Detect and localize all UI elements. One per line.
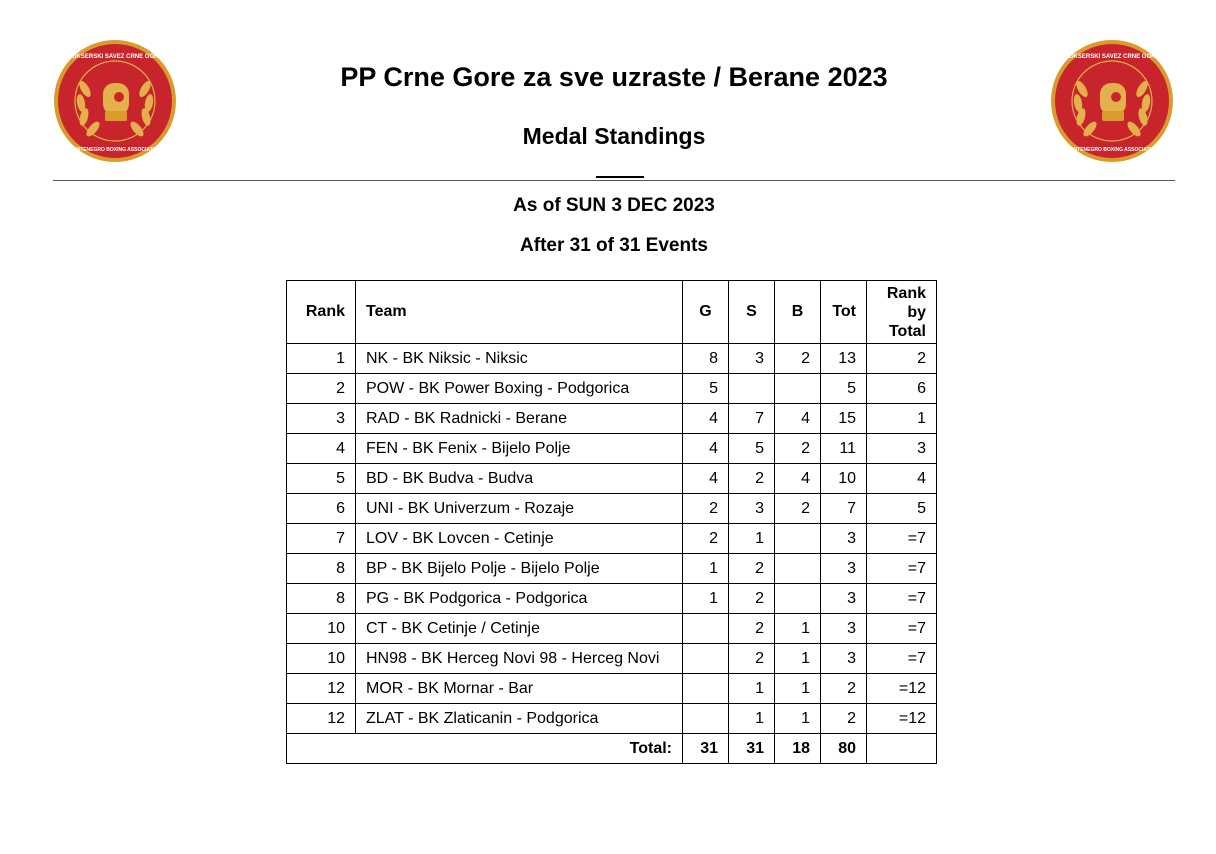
cell-silver: 7	[729, 404, 775, 434]
cell-gold	[683, 614, 729, 644]
cell-rank: 2	[287, 374, 356, 404]
header-rank-by-total	[867, 281, 937, 344]
cell-team: BP - BK Bijelo Polje - Bijelo Polje	[356, 554, 683, 584]
cell-rank-by-total: 6	[867, 374, 937, 404]
header-divider	[53, 180, 1175, 181]
cell-rank: 12	[287, 674, 356, 704]
cell-rank: 7	[287, 524, 356, 554]
table-header-row	[287, 281, 937, 344]
cell-silver: 2	[729, 644, 775, 674]
cell-gold: 8	[683, 344, 729, 374]
cell-gold: 4	[683, 434, 729, 464]
cell-team: MOR - BK Mornar - Bar	[356, 674, 683, 704]
cell-gold: 2	[683, 524, 729, 554]
table-row	[287, 584, 937, 614]
page-title: PP Crne Gore za sve uzraste / Berane 2023	[340, 62, 888, 92]
table-row	[287, 524, 937, 554]
cell-total: 3	[821, 524, 867, 554]
cell-silver: 3	[729, 494, 775, 524]
cell-bronze	[775, 584, 821, 614]
table-row	[287, 494, 937, 524]
table-row	[287, 554, 937, 584]
cell-team: LOV - BK Lovcen - Cetinje	[356, 524, 683, 554]
cell-silver: 2	[729, 614, 775, 644]
cell-bronze	[775, 554, 821, 584]
cell-team: RAD - BK Radnicki - Berane	[356, 404, 683, 434]
header-rbt-line-1: Rank	[886, 284, 926, 302]
cell-silver	[729, 374, 775, 404]
totals-gold: 31	[683, 734, 729, 764]
cell-rank: 1	[287, 344, 356, 374]
cell-bronze: 1	[775, 644, 821, 674]
cell-team: POW - BK Power Boxing - Podgorica	[356, 374, 683, 404]
cell-bronze: 2	[775, 344, 821, 374]
cell-rank: 8	[287, 554, 356, 584]
cell-rank-by-total: =7	[867, 524, 937, 554]
cell-total: 5	[821, 374, 867, 404]
table-row	[287, 434, 937, 464]
cell-silver: 3	[729, 344, 775, 374]
cell-team: BD - BK Budva - Budva	[356, 464, 683, 494]
header-rbt-line-2: by	[907, 303, 926, 321]
page-subtitle: Medal Standings	[522, 123, 706, 149]
cell-rank-by-total: 1	[867, 404, 937, 434]
cell-bronze: 2	[775, 494, 821, 524]
header-bronze: B	[775, 281, 821, 344]
totals-silver: 31	[729, 734, 775, 764]
cell-bronze: 1	[775, 704, 821, 734]
cell-rank-by-total: =12	[867, 674, 937, 704]
logo-bottom-text: MONTENEGRO BOXING ASSOCIATION	[68, 147, 162, 153]
cell-rank-by-total: 5	[867, 494, 937, 524]
cell-gold	[683, 644, 729, 674]
header-total: Tot	[821, 281, 867, 344]
totals-total: 80	[821, 734, 867, 764]
header-silver: S	[729, 281, 775, 344]
cell-bronze: 1	[775, 674, 821, 704]
totals-rank-by-total	[867, 734, 937, 764]
cell-gold: 4	[683, 464, 729, 494]
cell-rank-by-total: =12	[867, 704, 937, 734]
cell-team: ZLAT - BK Zlaticanin - Podgorica	[356, 704, 683, 734]
table-row	[287, 704, 937, 734]
totals-row	[287, 734, 937, 764]
cell-gold	[683, 674, 729, 704]
cell-rank-by-total: =7	[867, 584, 937, 614]
cell-bronze	[775, 374, 821, 404]
header-rank: Rank	[287, 281, 356, 344]
cell-rank-by-total: 4	[867, 464, 937, 494]
totals-label: Total:	[287, 734, 683, 764]
medal-standings-table	[286, 280, 937, 764]
table-row	[287, 374, 937, 404]
logo-bottom-text: MONTENEGRO BOXING ASSOCIATION	[1065, 147, 1159, 153]
cell-gold: 5	[683, 374, 729, 404]
logo-top-text: BOKSERSKI SAVEZ CRNE GORE	[1064, 54, 1160, 60]
cell-gold: 2	[683, 494, 729, 524]
cell-team: HN98 - BK Herceg Novi 98 - Herceg Novi	[356, 644, 683, 674]
cell-bronze: 4	[775, 404, 821, 434]
cell-total: 10	[821, 464, 867, 494]
table-row	[287, 644, 937, 674]
table-row	[287, 344, 937, 374]
cell-silver: 1	[729, 524, 775, 554]
cell-bronze: 1	[775, 614, 821, 644]
cell-rank-by-total: 2	[867, 344, 937, 374]
cell-gold: 1	[683, 554, 729, 584]
cell-rank: 6	[287, 494, 356, 524]
cell-rank: 8	[287, 584, 356, 614]
cell-bronze	[775, 524, 821, 554]
cell-gold	[683, 704, 729, 734]
cell-rank: 12	[287, 704, 356, 734]
cell-bronze: 2	[775, 434, 821, 464]
header-team: Team	[356, 281, 683, 344]
cell-bronze: 4	[775, 464, 821, 494]
cell-silver: 1	[729, 674, 775, 704]
cell-rank-by-total: =7	[867, 644, 937, 674]
cell-rank: 3	[287, 404, 356, 434]
cell-team: CT - BK Cetinje / Cetinje	[356, 614, 683, 644]
events-progress: After 31 of 31 Events	[520, 235, 708, 256]
cell-silver: 2	[729, 464, 775, 494]
cell-rank: 4	[287, 434, 356, 464]
cell-rank: 5	[287, 464, 356, 494]
header-rbt-line-3: Total	[888, 322, 926, 340]
cell-total: 7	[821, 494, 867, 524]
cell-rank-by-total: =7	[867, 554, 937, 584]
cell-rank-by-total: 3	[867, 434, 937, 464]
cell-team: FEN - BK Fenix - Bijelo Polje	[356, 434, 683, 464]
cell-total: 2	[821, 704, 867, 734]
logo-top-text: BOKSERSKI SAVEZ CRNE GORE	[67, 54, 163, 60]
cell-total: 15	[821, 404, 867, 434]
cell-team: UNI - BK Univerzum - Rozaje	[356, 494, 683, 524]
cell-rank: 10	[287, 614, 356, 644]
table-row	[287, 614, 937, 644]
cell-silver: 2	[729, 584, 775, 614]
cell-silver: 2	[729, 554, 775, 584]
table-row	[287, 404, 937, 434]
cell-team: PG - BK Podgorica - Podgorica	[356, 584, 683, 614]
table-row	[287, 464, 937, 494]
cell-total: 13	[821, 344, 867, 374]
cell-silver: 5	[729, 434, 775, 464]
cell-gold: 4	[683, 404, 729, 434]
cell-total: 3	[821, 644, 867, 674]
cell-team: NK - BK Niksic - Niksic	[356, 344, 683, 374]
cell-total: 3	[821, 614, 867, 644]
table-row	[287, 674, 937, 704]
cell-total: 3	[821, 584, 867, 614]
cell-total: 11	[821, 434, 867, 464]
totals-bronze: 18	[775, 734, 821, 764]
as-of-date: As of SUN 3 DEC 2023	[513, 195, 715, 216]
cell-total: 2	[821, 674, 867, 704]
short-divider	[596, 176, 644, 178]
cell-silver: 1	[729, 704, 775, 734]
cell-rank-by-total: =7	[867, 614, 937, 644]
cell-gold: 1	[683, 584, 729, 614]
cell-total: 3	[821, 554, 867, 584]
cell-rank: 10	[287, 644, 356, 674]
header-gold: G	[683, 281, 729, 344]
